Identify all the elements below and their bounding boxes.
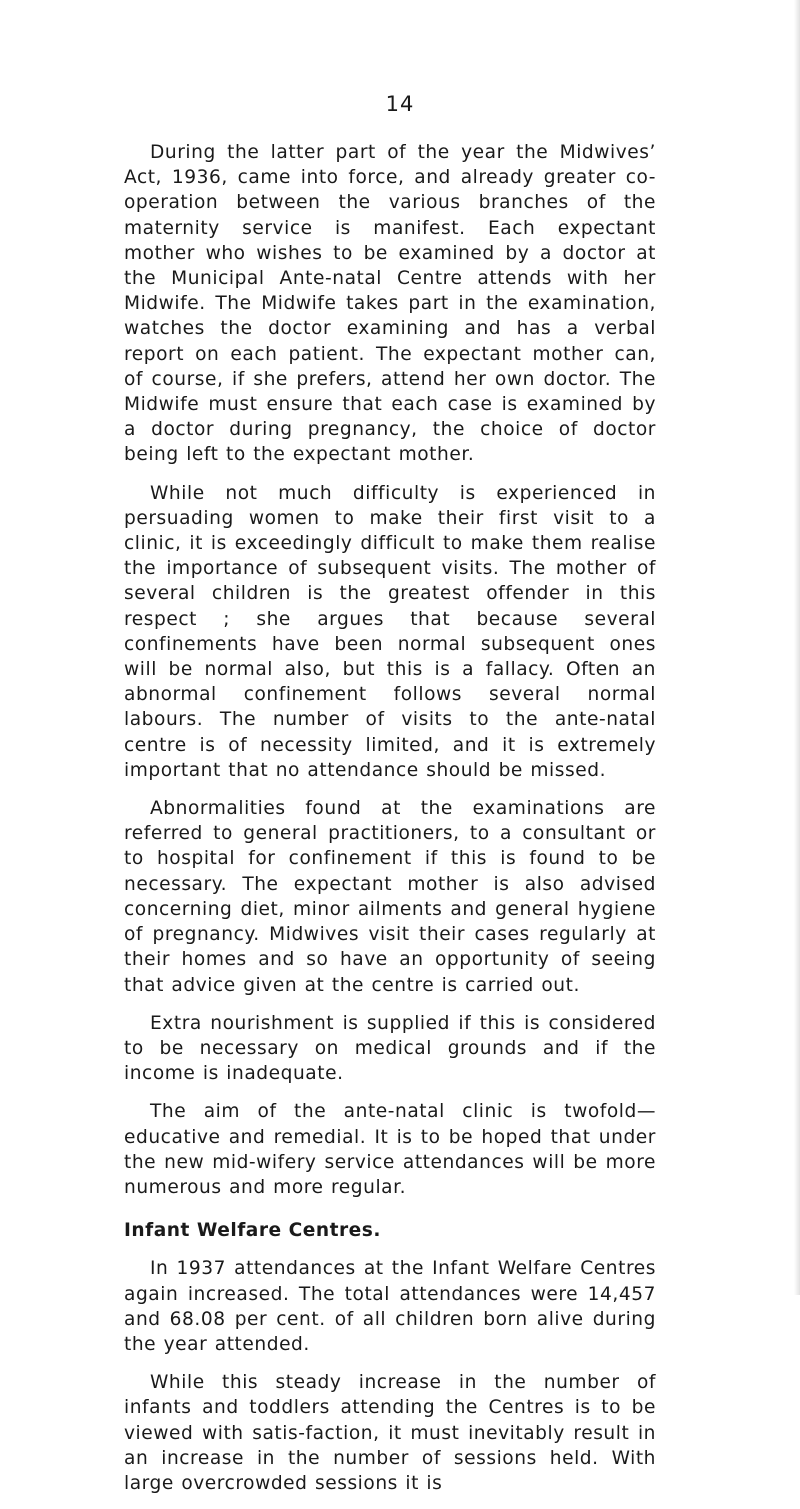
paragraph-extra-nourishment: Extra nourishment is supplied if this is considered to be necessary on medical grounds and if the income is inadequate. [124, 1012, 656, 1085]
page-number: 14 [385, 92, 415, 116]
paragraph-sessions: While this steady increase in the number of infants and toddlers attending the Centres is to be viewed with satis-faction, it must inevitably result in an increase in the number of sessions held. With large overcrowded sessions it is [124, 1372, 656, 1494]
paragraph-subsequent-visits: While not much difficulty is experienced in persuading women to make their first visit to a clinic, it is exceedingly difficult to make them realise the importance of subsequent visits. The mother of several children is the greatest offender in this respect ; she argues that because several confinements have been normal subsequent ones will be normal also, but this is a fallacy. Often an abnormal confinement follows several normal labours. The number of visits to the ante-natal centre is of necessity limited, and it is extremely important that no attendance should be missed. [124, 482, 656, 781]
page-edge-shadow [794, 0, 800, 1295]
body-text [124, 140, 656, 1509]
paragraph-midwives-act: During the latter part of the year the Midwives’ Act, 1936, came into force, and already greater co-operation between the various branches of the maternity service is manifest. Each expectant mother who wishes to be examined by a doctor at the Municipal Ante-natal Centre attends with her Midwife. The Midwife takes part in the examination, watches the doctor examining and has a verbal report on each patient. The expectant mother can, of course, if she prefers, attend her own doctor. The Midwife must ensure that each case is examined by a doctor during pregnancy, the choice of doctor being left to the expectant mother. [124, 142, 656, 466]
paragraph-clinic-aim: The aim of the ante-natal clinic is twofold—educative and remedial. It is to be hoped that under the new mid-wifery service attendances will be more numerous and more regular. [124, 1101, 656, 1198]
section-heading: Infant Welfare Centres. [124, 1220, 381, 1242]
paragraph-attendances: In 1937 attendances at the Infant Welfare Centres again increased. The total attendances were 14,457 and 68.08 per cent. of all children born alive during the year attended. [124, 1258, 656, 1355]
paragraph-abnormalities: Abnormalities found at the examinations are referred to general practitioners, to a consultant or to hospital for confinement if this is found to be necessary. The expectant mother is also advised concerning diet, minor ailments and general hygiene of pregnancy. Midwives visit their cases regularly at their homes and so have an opportunity of seeing that advice given at the centre is carried out. [124, 798, 656, 996]
